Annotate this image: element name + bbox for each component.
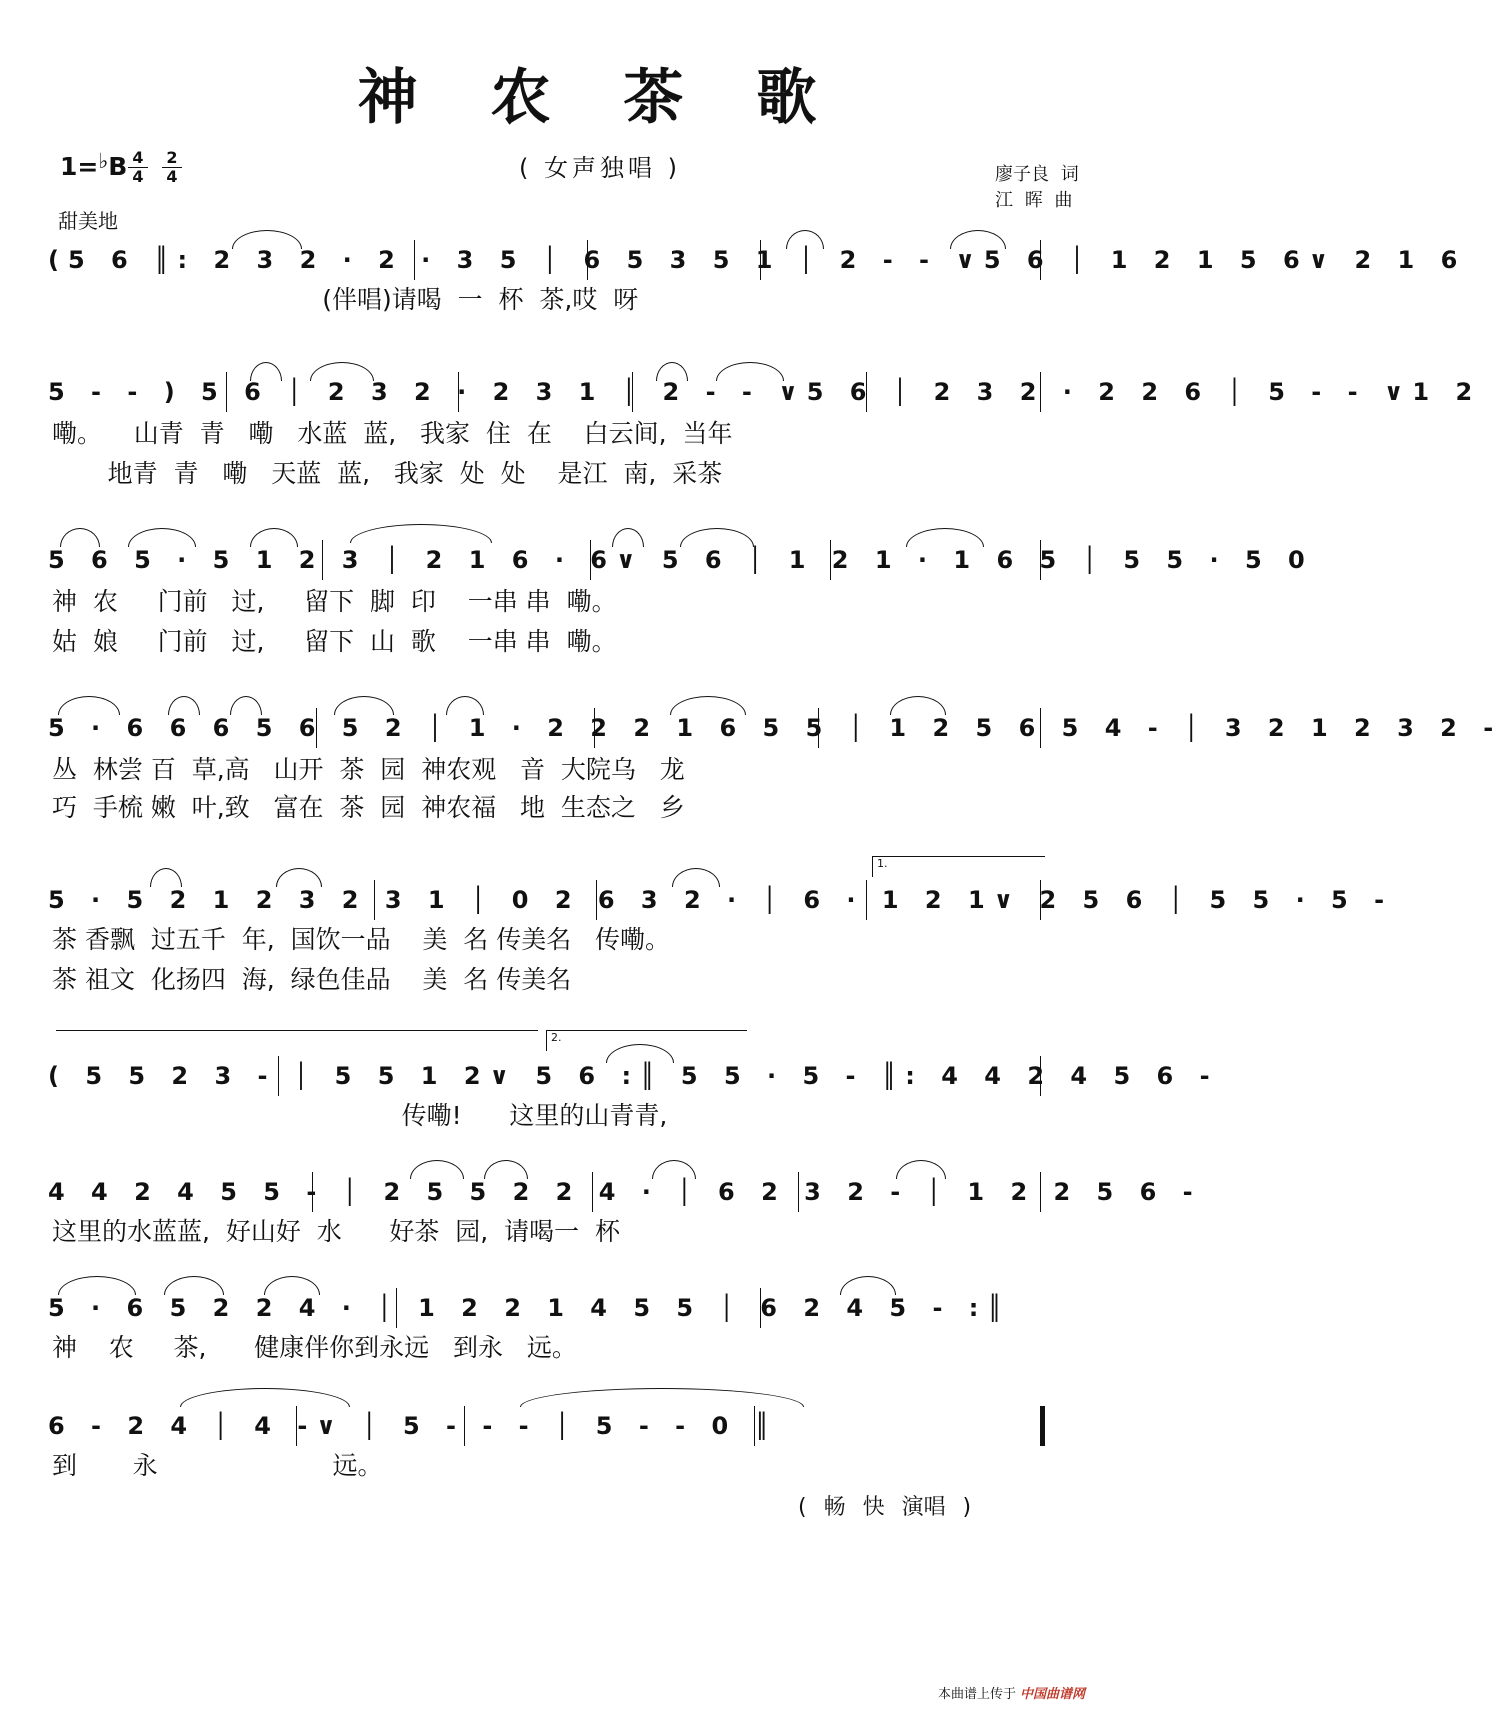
notation-row: 5 · 6 6 6 5 6 5 2 │ 1 · 2 2 2 1 6 5 5 │ 1 2 5 6 5 4 - │ 3 2 1 2 3 2 - — [48, 714, 1502, 742]
volta-1: 1. — [872, 856, 1045, 877]
subtitle: ( 女声独唱 ) — [519, 154, 681, 182]
notation-row: ( 5 5 2 3 - │ 5 5 1 2∨ 5 6 :║ 5 5 · 5 - ║: 4 4 2 4 5 6 - — [48, 1062, 1219, 1090]
lyric-row: 传嘞! 这里的山青青, — [52, 1101, 668, 1130]
footer-text: 本曲谱上传于 — [938, 1687, 1017, 1702]
notation-row: 6 - 2 4 │ 4 -∨ │ 5 - - - │ 5 - - 0 ║ — [48, 1412, 778, 1440]
volta-2: 2. — [546, 1030, 747, 1051]
lyric-row: 神 农 茶, 健康伴你到永远 到永 远。 — [52, 1333, 577, 1362]
time-sig-bottom: 4 — [166, 167, 178, 186]
page-title: 神 农 茶 歌 — [357, 63, 843, 133]
tempo-marking: 甜美地 — [58, 209, 118, 233]
key-signature — [60, 149, 128, 181]
time-sig-top: 2 — [166, 148, 178, 167]
notation-row: (5 6 ║: 2 3 2 · 2 · 3 5 │ 6 5 3 5 1 │ 2 - - ∨5 6 │ 1 2 1 5 6∨ 2 1 6 — [48, 246, 1467, 274]
flat-symbol: ♭ — [98, 149, 109, 173]
lyric-row: 巧 手梳 嫩 叶,致 富在 茶 园 神农福 地 生态之 乡 — [52, 793, 685, 822]
time-sig-top: 4 — [132, 148, 144, 167]
volta-1-continuation — [56, 1030, 538, 1051]
notation-row: 4 4 2 4 5 5 - │ 2 5 5 2 2 4 · │ 6 2 3 2 - │ 1 2 2 5 6 - — [48, 1178, 1202, 1206]
notation-row: 5 · 6 5 2 2 4 · │ 1 2 2 1 4 5 5 │ 6 2 4 5 - :║ — [48, 1294, 1011, 1322]
notation-row: 5 6 5 · 5 1 2 3 │ 2 1 6 · 6∨ 5 6 │ 1 2 1 · 1 6 5 │ 5 5 · 5 0 — [48, 546, 1314, 574]
lyric-row: (伴唱)请喝 一 杯 茶,哎 呀 — [52, 285, 639, 314]
lyric-row: 地青 青 嘞 天蓝 蓝, 我家 处 处 是江 南, 采茶 — [52, 459, 723, 488]
key-note: B — [108, 152, 128, 181]
footer-credit — [938, 1683, 1085, 1702]
key-prefix: 1= — [60, 152, 99, 181]
time-sig-bottom: 4 — [132, 167, 144, 186]
time-signature-4-4 — [128, 150, 148, 185]
lyric-row: 神 农 门前 过, 留下 脚 印 一串 串 嘞。 — [52, 587, 617, 616]
lyric-row: 姑 娘 门前 过, 留下 山 歌 一串 串 嘞。 — [52, 627, 617, 656]
lyric-row: 到 永 远。 — [52, 1451, 383, 1480]
lyric-row: 这里的水蓝蓝, 好山好 水 好茶 园, 请喝一 杯 — [52, 1217, 621, 1246]
composer-credit: 江 晖 曲 — [995, 190, 1073, 211]
site-logo: 中国曲谱网 — [1020, 1687, 1086, 1702]
lyric-row: 茶 香飘 过五千 年, 国饮一品 美 名 传美名 传嘞。 — [52, 925, 671, 954]
performance-note: ( 畅 快 演唱 ) — [798, 1495, 972, 1520]
lyric-row: 茶 祖文 化扬四 海, 绿色佳品 美 名 传美名 — [52, 965, 572, 994]
lyric-row: 嘞。 山青 青 嘞 水蓝 蓝, 我家 住 在 白云间, 当年 — [52, 419, 733, 448]
lyric-row: 丛 林尝 百 草,高 山开 茶 园 神农观 音 大院乌 龙 — [52, 755, 685, 784]
time-signature-2-4 — [162, 150, 182, 185]
lyricist-credit: 廖子良 词 — [995, 164, 1079, 185]
notation-row: 5 · 5 2 1 2 3 2 3 1 │ 0 2 6 3 2 · │ 6 · 1 2 1∨ 2 5 6 │ 5 5 · 5 - — [48, 886, 1394, 914]
notation-row: 5 - - ) 5 6 │ 2 3 2 · 2 3 1 │ 2 - - ∨5 6 │ 2 3 2 · 2 2 6 │ 5 - - ∨1 2 — [48, 378, 1482, 406]
